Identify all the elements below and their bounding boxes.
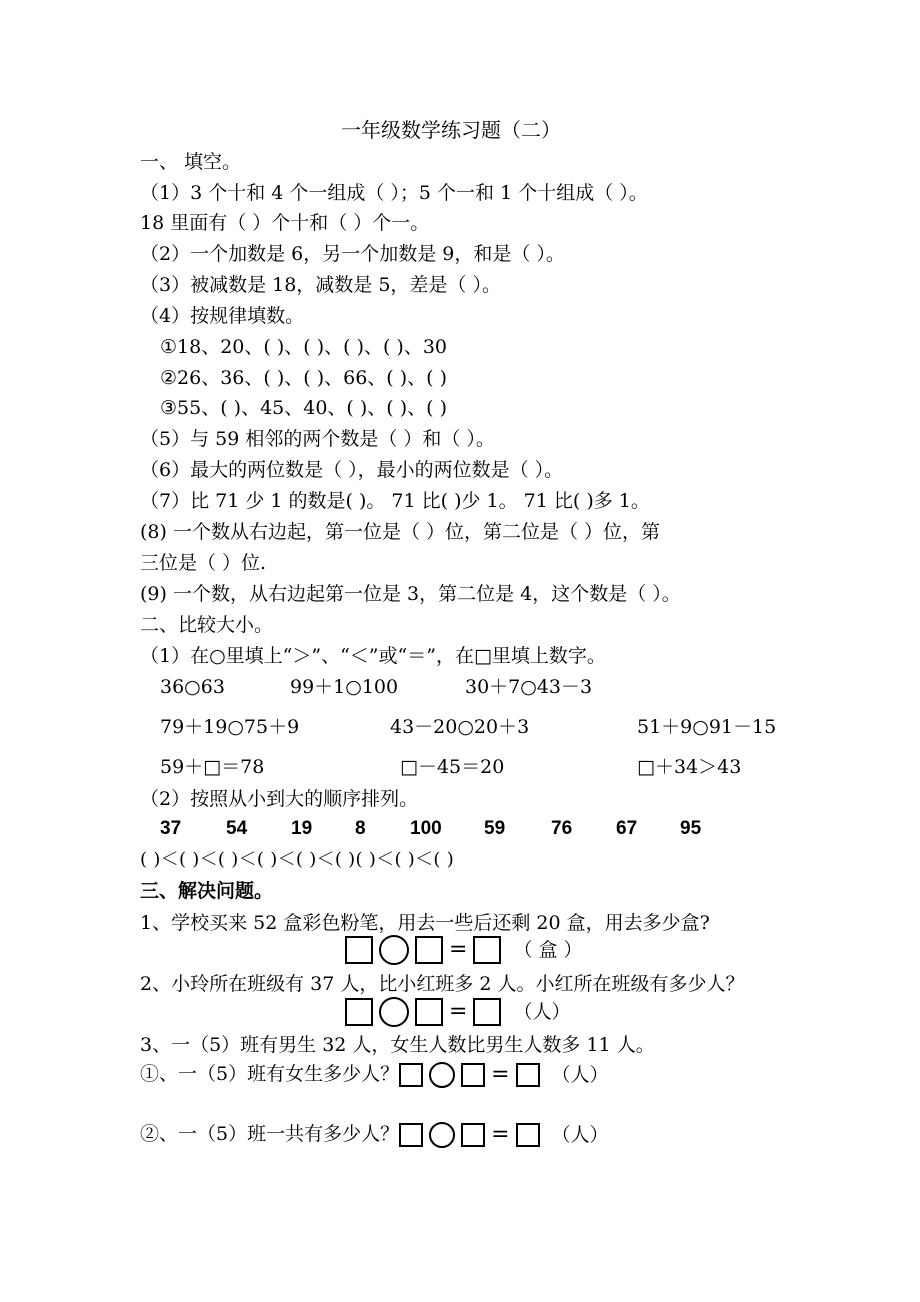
formula-1 [345, 934, 583, 965]
unit-label: （ 盒 ） [513, 939, 583, 961]
number-item: 54 [226, 818, 248, 839]
number-item: 76 [551, 818, 573, 839]
answer-square-icon[interactable] [399, 1063, 423, 1087]
q4-a: ①18、20、( )、( )、( )、( )、30 [160, 336, 448, 358]
q1-line1: （1）3 个十和 4 个一组成（ ）；5 个一和 1 个十组成（ ）。 [140, 182, 648, 204]
unit-label: （人） [551, 1064, 609, 1086]
number-item: 95 [680, 818, 702, 839]
answer-square-icon[interactable] [473, 998, 501, 1026]
compare-item: 36○63 [160, 676, 225, 698]
equals-sign: = [491, 1122, 510, 1147]
operator-circle-icon[interactable] [379, 935, 409, 965]
page-title: 一年级数学练习题（二） [341, 118, 561, 142]
compare-item: 79＋19○75＋9 [160, 716, 300, 738]
section3-heading: 三、解决问题。 [140, 881, 274, 902]
compare-item: 30＋7○43－3 [465, 676, 593, 698]
answer-square-icon[interactable] [415, 998, 443, 1026]
q4-b: ②26、36、( )、( )、66、( )、( ) [160, 367, 448, 389]
number-item: 100 [410, 818, 442, 839]
unit-label: （人） [551, 1124, 609, 1146]
compare-instruction: （1）在○里填上“＞”、“＜”或“＝”，在□里填上数字。 [140, 645, 606, 667]
compare-item: □－45＝20 [400, 756, 505, 778]
section1-heading: 一、 填空。 [140, 151, 242, 173]
number-item: 8 [355, 818, 366, 839]
q4: （4）按规律填数。 [140, 305, 305, 327]
equals-sign: = [449, 937, 468, 962]
problem-3b [140, 1119, 609, 1150]
number-item: 19 [291, 818, 313, 839]
section2-heading: 二、比较大小。 [140, 614, 274, 636]
number-item: 37 [160, 818, 182, 839]
answer-square-icon[interactable] [399, 1123, 423, 1147]
equals-sign: = [449, 999, 468, 1024]
compare-item: 59＋□＝78 [160, 756, 265, 778]
operator-circle-icon[interactable] [429, 1062, 455, 1088]
q1-line2: 18 里面有（ ）个十和（ ）个一。 [140, 212, 430, 234]
q3: （3）被减数是 18，减数是 5，差是（ ）。 [140, 274, 501, 296]
problem-1: 1、学校买来 52 盒彩色粉笔，用去一些后还剩 20 盒，用去多少盒? [140, 912, 710, 934]
q9: (9) 一个数，从右边起第一位是 3，第二位是 4，这个数是（ ）。 [140, 583, 681, 605]
q5: （5）与 59 相邻的两个数是（ ）和（ ）。 [140, 428, 495, 450]
q8-line1: (8) 一个数从右边起，第一位是（ ）位，第二位是（ ）位，第 [140, 521, 661, 543]
answer-square-icon[interactable] [473, 936, 501, 964]
answer-square-icon[interactable] [516, 1123, 540, 1147]
number-item: 59 [484, 818, 506, 839]
answer-square-icon[interactable] [461, 1063, 485, 1087]
answer-square-icon[interactable] [415, 936, 443, 964]
unit-label: （人） [513, 1001, 571, 1023]
operator-circle-icon[interactable] [429, 1122, 455, 1148]
problem-3: 3、一（5）班有男生 32 人，女生人数比男生人数多 11 人。 [140, 1034, 655, 1056]
compare-item: 43－20○20＋3 [390, 716, 530, 738]
formula-2 [345, 996, 570, 1027]
q8-line2: 三位是（ ）位. [140, 552, 267, 574]
number-item: 67 [616, 818, 638, 839]
problem-2: 2、小玲所在班级有 37 人，比小红班多 2 人。小红所在班级有多少人？ [140, 973, 745, 995]
problem-3a [140, 1059, 609, 1090]
compare-item: 51＋9○91－15 [637, 716, 777, 738]
answer-square-icon[interactable] [461, 1123, 485, 1147]
order-answer-line: ( )＜( )＜( )＜( )＜( )＜( )( )＜( )＜( ) [140, 849, 455, 870]
q7: （7）比 71 少 1 的数是( )。 71 比( )少 1。 71 比( )多 1。 [140, 490, 650, 512]
answer-square-icon[interactable] [345, 998, 373, 1026]
compare-item: □＋34＞43 [637, 756, 742, 778]
answer-square-icon[interactable] [345, 936, 373, 964]
operator-circle-icon[interactable] [379, 997, 409, 1027]
problem-3b-text: ②、一（5）班一共有多少人？ [140, 1123, 400, 1145]
order-instruction: （2）按照从小到大的顺序排列。 [140, 788, 419, 810]
q4-c: ③55、( )、45、40、( )、( )、( ) [160, 397, 448, 419]
compare-item: 99＋1○100 [290, 676, 399, 698]
answer-square-icon[interactable] [516, 1063, 540, 1087]
problem-3a-text: ①、一（5）班有女生多少人？ [140, 1063, 400, 1085]
q2: （2）一个加数是 6，另一个加数是 9，和是（ ）。 [140, 243, 565, 265]
q6: （6）最大的两位数是（ ），最小的两位数是（ ）。 [140, 459, 564, 481]
equals-sign: = [491, 1062, 510, 1087]
